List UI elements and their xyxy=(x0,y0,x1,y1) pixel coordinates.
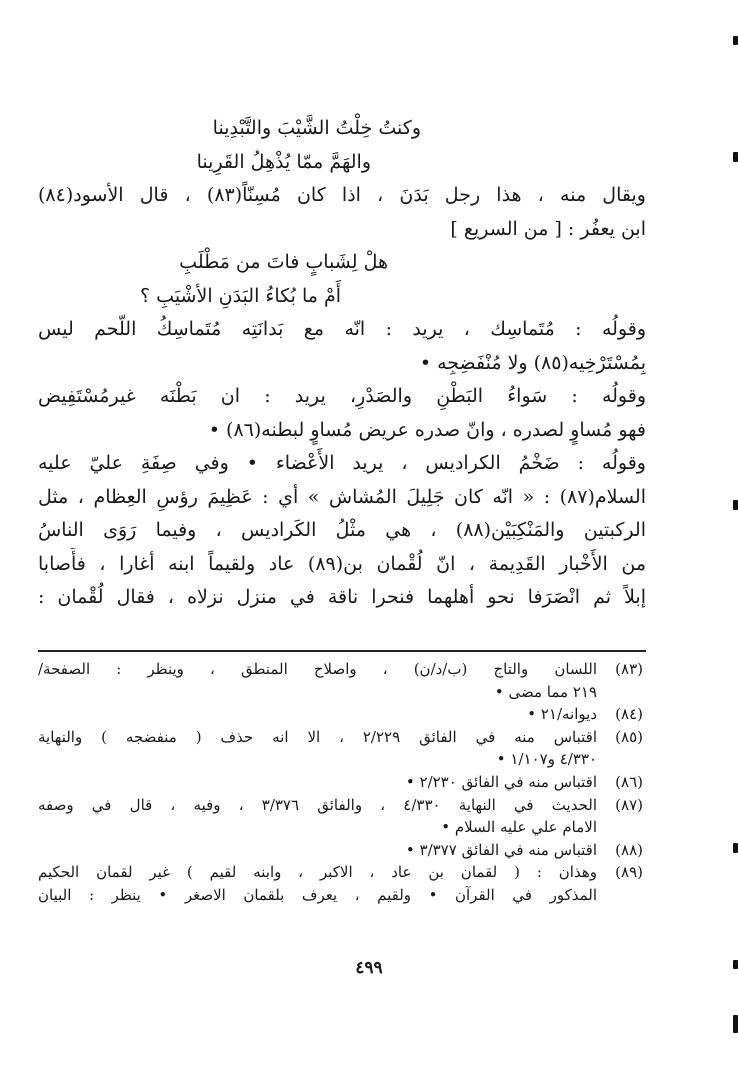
footnote xyxy=(38,794,643,839)
text-line: وقولُه : سَواءُ البَطْنِ والصَدْرِ، يريد : ان بَطْنَه غيرمُسْتَفِيض xyxy=(38,385,646,407)
footnote-number: (٨٧) xyxy=(615,795,643,814)
footnote-line: المذكور في القرآن • ولقيم ، يعرف بلقمان الاصغر • ينظر : البيان xyxy=(38,885,597,904)
footnote-line: اللسان والتاج (ب/د/ن) ، واصلاح المنطق ، وينظر : الصفحة/ xyxy=(38,660,597,678)
text-line: فهو مُساوٍ لصدره ، وانّ صدره عريض مُساوٍ لبطنه(٨٦) • xyxy=(208,418,646,441)
footnote-line: اقتباس منه في الفائق ٢/٢٣٠ • xyxy=(405,772,597,791)
footnote xyxy=(38,839,643,862)
verse-line: والهَمَّ ممّا يُذْهِلُ القَرِينا xyxy=(196,150,371,173)
footnote-divider xyxy=(38,650,646,652)
text-line: السلام(٨٧) : « انّه كان جَلِيلَ المُشاش » أي : عَظِيمَ رؤسِ العِظام ، مثل xyxy=(38,485,646,508)
footnote xyxy=(38,703,643,726)
footnotes xyxy=(38,658,643,907)
text-line: الركبتين والمَنْكِبَيْن(٨٨) ، هي مثْلُ الكَراديس ، وفيما رَوَى الناسُ xyxy=(38,519,646,541)
footnote-line: اقتباس منه في الفائق ٣/٣٧٧ • xyxy=(405,840,597,859)
verse-line: وكنتُ خِلْتُ الشَّيْبَ والتَّبْدِينا xyxy=(212,117,421,139)
text-line: ويقال منه ، هذا رجل بَدَنَ ، اذا كان مُسِنّاً(٨٣) ، قال الأسود(٨٤) xyxy=(38,184,646,206)
text-line: وقولُه : ضَخْمُ الكراديس ، يريد الأَعْضاء • وفي صِفَةِ عليّ عليه xyxy=(38,452,646,474)
verse-line: أَمْ ما بُكاءُ البَدَنِ الأشْيَبِ ؟ xyxy=(140,284,341,307)
footnote-number: (٨٦) xyxy=(615,772,643,791)
text-line: إبلاً ثم انْصَرَفا نحو أهلهما فنحرا ناقة في منزل نزلاه ، فقال لُقْمان : xyxy=(38,586,646,608)
footnote-line: ٢١٩ مما مضى • xyxy=(494,682,597,701)
footnote-number: (٨٤) xyxy=(615,705,643,724)
text-line: من الأَخْبار القَدِيمة ، انّ لُقْمان بن(٨٩) عاد ولقيماً ابنه أغارا ، فأَصابا xyxy=(38,552,646,575)
text-line: بِمُسْتَرْخِيه(٨٥) ولا مُنْفَضِجِه • xyxy=(419,351,646,374)
binding-mark xyxy=(733,500,738,510)
footnote-line: وهذان : ( لقمان بن عاد ، الاكبر ، وابنه لقيم ) غير لقمان الحكيم xyxy=(38,863,597,882)
footnote-line: اقتباس منه في الفائق ٢/٢٢٩ ، الا انه حذف ( منفضجه ) والنهاية xyxy=(38,727,597,746)
binding-mark xyxy=(733,36,738,45)
footnote-line: الامام علي عليه السلام • xyxy=(441,818,597,837)
footnote-line: ٤/٣٣٠ و١/١٠٧ • xyxy=(496,750,597,769)
verse-line: هلْ لِشَبابٍ فاتَ من مَطْلَبِ xyxy=(179,251,388,273)
footnote xyxy=(38,861,643,906)
main-text xyxy=(38,112,646,615)
footnote-number: (٨٨) xyxy=(615,840,643,859)
page-number: ٤٩٩ xyxy=(355,958,383,978)
text-line: ابن يعفُر : [ من السريع ] xyxy=(450,217,646,240)
binding-mark xyxy=(733,960,738,969)
binding-mark xyxy=(733,1015,738,1033)
footnote xyxy=(38,726,643,771)
footnote-line: ديوانه/٢١ • xyxy=(527,705,597,724)
footnote-line: الحديث في النهاية ٤/٣٣٠ ، والفائق ٣/٣٧٦ ، وفيه ، قال في وصفه xyxy=(38,795,597,814)
text-line: وقولُه : مُتَماسِك ، يريد : انّه مع بَدانَتِه مُتَماسِكُ اللّحم ليس xyxy=(38,318,646,340)
footnote-number: (٨٩) xyxy=(615,863,643,882)
binding-mark xyxy=(733,152,738,162)
footnote-number: (٨٥) xyxy=(615,727,643,746)
binding-mark xyxy=(733,843,738,853)
footnote-number: (٨٣) xyxy=(615,660,643,678)
footnote xyxy=(38,771,643,794)
footnote xyxy=(38,658,643,703)
